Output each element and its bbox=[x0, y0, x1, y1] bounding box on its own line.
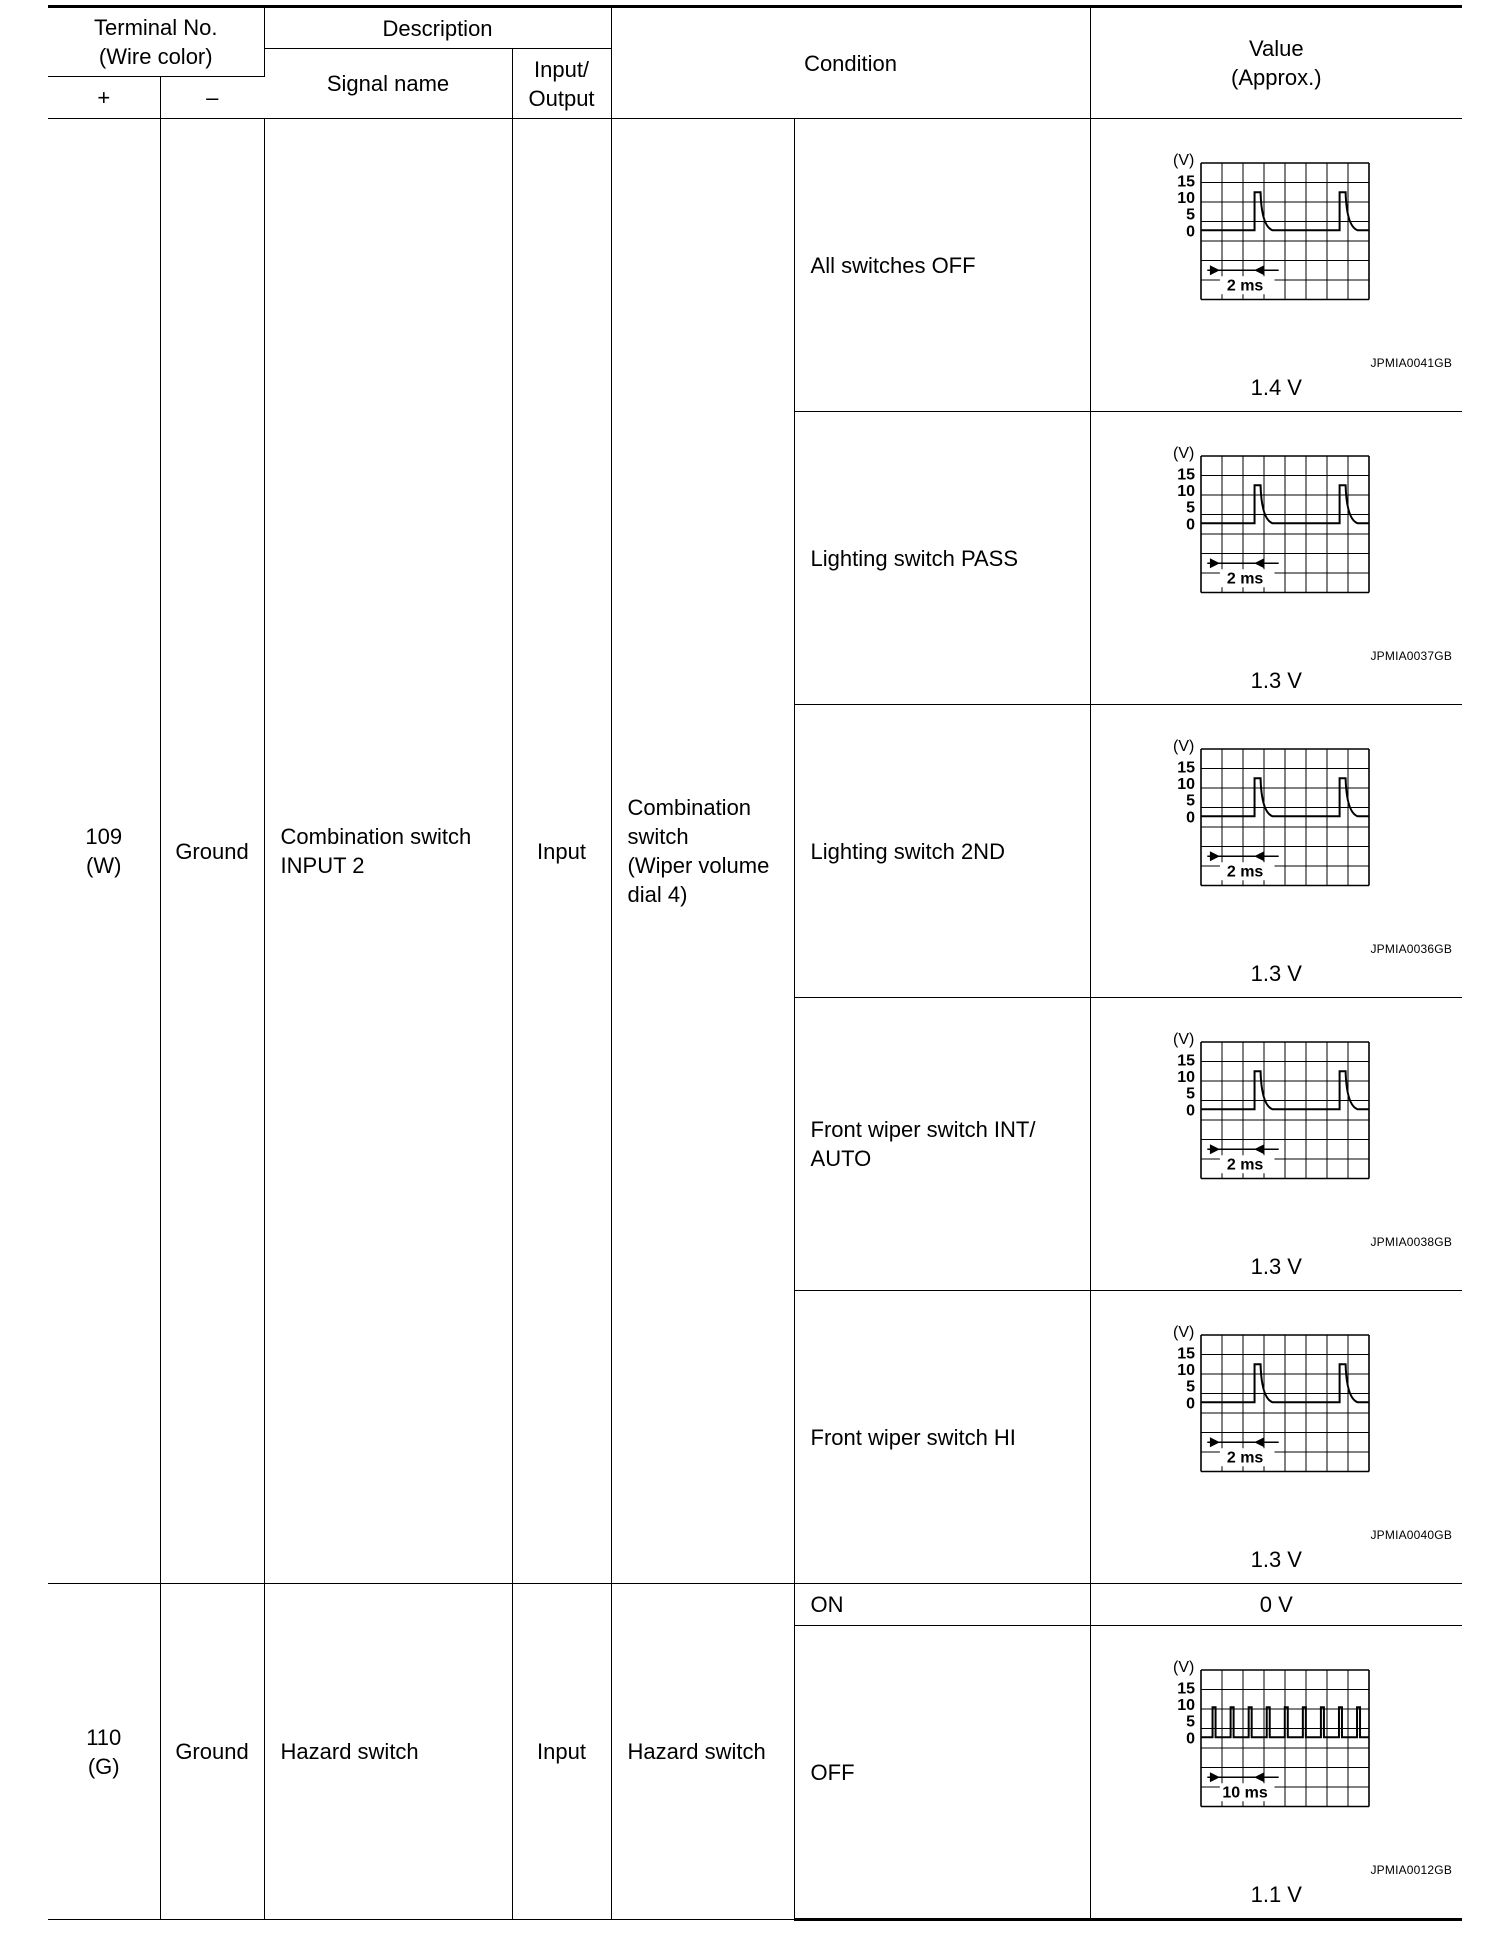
figure-code: JPMIA0037GB bbox=[1370, 649, 1453, 663]
terminal-plus: 110 (G) bbox=[48, 1584, 160, 1920]
y-tick-label: 15 bbox=[1176, 1680, 1195, 1698]
header-plus: + bbox=[48, 77, 160, 119]
waveform-chart bbox=[1121, 153, 1401, 353]
sub-condition: All switches OFF bbox=[794, 119, 1090, 412]
table-row bbox=[48, 119, 1462, 412]
header-description: Description bbox=[264, 7, 611, 49]
waveform-figure bbox=[1091, 1626, 1463, 1918]
sub-condition: OFF bbox=[794, 1626, 1090, 1920]
time-scale-arrow bbox=[1254, 1144, 1264, 1154]
waveform-chart bbox=[1121, 739, 1401, 939]
waveform-trace bbox=[1201, 1707, 1369, 1737]
time-scale-arrow bbox=[1209, 558, 1219, 568]
time-scale-arrow bbox=[1254, 265, 1264, 275]
time-scale-label: 2 ms bbox=[1226, 277, 1263, 295]
header-minus: – bbox=[160, 77, 264, 119]
y-tick-label: 5 bbox=[1185, 499, 1195, 517]
y-tick-label: 10 bbox=[1176, 776, 1195, 794]
y-tick-label: 0 bbox=[1185, 1102, 1195, 1120]
terminal-plus: 109 (W) bbox=[48, 119, 160, 1584]
value-cell: 0 V bbox=[1090, 1584, 1462, 1626]
sub-condition: Front wiper switch INT/ AUTO bbox=[794, 998, 1090, 1291]
y-tick-label: 10 bbox=[1176, 1697, 1195, 1715]
figure-code: JPMIA0040GB bbox=[1370, 1528, 1453, 1542]
time-scale-arrow bbox=[1209, 851, 1219, 861]
figure-code: JPMIA0036GB bbox=[1370, 942, 1453, 956]
condition-main: Combination switch (Wiper volume dial 4) bbox=[611, 119, 794, 1584]
table-row bbox=[48, 1584, 1462, 1626]
figure-code: JPMIA0012GB bbox=[1370, 1863, 1453, 1877]
y-tick-label: 0 bbox=[1185, 1395, 1195, 1413]
y-tick-label: 15 bbox=[1176, 1345, 1195, 1363]
time-scale-arrow bbox=[1209, 1772, 1219, 1782]
terminal-table bbox=[48, 5, 1462, 1921]
terminal-minus: Ground bbox=[160, 1584, 264, 1920]
time-scale-arrow bbox=[1254, 558, 1264, 568]
y-tick-label: 15 bbox=[1176, 759, 1195, 777]
sub-condition: Lighting switch 2ND bbox=[794, 705, 1090, 998]
time-scale-label: 10 ms bbox=[1221, 1784, 1268, 1802]
signal-name: Combination switch INPUT 2 bbox=[264, 119, 512, 1584]
time-scale-arrow bbox=[1209, 1437, 1219, 1447]
figure-code: JPMIA0041GB bbox=[1370, 356, 1453, 370]
time-scale-arrow bbox=[1254, 1437, 1264, 1447]
time-scale-arrow bbox=[1254, 1772, 1264, 1782]
y-tick-label: 0 bbox=[1185, 516, 1195, 534]
y-tick-label: 5 bbox=[1185, 1378, 1195, 1396]
y-tick-label: 0 bbox=[1185, 1730, 1195, 1748]
time-scale-label: 2 ms bbox=[1226, 1156, 1263, 1174]
y-unit-label: (V) bbox=[1172, 1032, 1194, 1048]
waveform-chart bbox=[1121, 446, 1401, 646]
value-text: 1.3 V bbox=[1250, 668, 1302, 693]
y-tick-label: 10 bbox=[1176, 1069, 1195, 1087]
value-text: 1.3 V bbox=[1250, 1547, 1302, 1572]
time-scale-label: 2 ms bbox=[1226, 1449, 1263, 1467]
header-signal-name: Signal name bbox=[264, 49, 512, 119]
value-text: 1.1 V bbox=[1250, 1882, 1302, 1907]
y-tick-label: 10 bbox=[1176, 483, 1195, 501]
y-tick-label: 0 bbox=[1185, 223, 1195, 241]
terminal-minus: Ground bbox=[160, 119, 264, 1584]
value-text: 1.3 V bbox=[1250, 1254, 1302, 1279]
y-unit-label: (V) bbox=[1172, 1325, 1194, 1341]
sub-condition: Front wiper switch HI bbox=[794, 1291, 1090, 1584]
y-unit-label: (V) bbox=[1172, 446, 1194, 462]
value-cell bbox=[1090, 998, 1462, 1291]
y-tick-label: 15 bbox=[1176, 1052, 1195, 1070]
waveform-chart bbox=[1121, 1032, 1401, 1232]
y-tick-label: 15 bbox=[1176, 173, 1195, 191]
time-scale-label: 2 ms bbox=[1226, 570, 1263, 588]
value-cell bbox=[1090, 1626, 1462, 1920]
value-cell bbox=[1090, 412, 1462, 705]
y-unit-label: (V) bbox=[1172, 153, 1194, 169]
waveform-figure bbox=[1091, 705, 1463, 997]
header-terminal-no: Terminal No. (Wire color) bbox=[48, 7, 264, 77]
waveform-figure bbox=[1091, 119, 1463, 411]
time-scale-arrow bbox=[1209, 1144, 1219, 1154]
y-tick-label: 10 bbox=[1176, 190, 1195, 208]
header-value: Value (Approx.) bbox=[1090, 7, 1462, 119]
waveform-figure bbox=[1091, 1291, 1463, 1583]
condition-main: Hazard switch bbox=[611, 1584, 794, 1920]
time-scale-arrow bbox=[1254, 851, 1264, 861]
time-scale-arrow bbox=[1209, 265, 1219, 275]
sub-condition: ON bbox=[794, 1584, 1090, 1626]
header-condition: Condition bbox=[611, 7, 1090, 119]
y-tick-label: 0 bbox=[1185, 809, 1195, 827]
y-tick-label: 5 bbox=[1185, 1713, 1195, 1731]
value-cell bbox=[1090, 119, 1462, 412]
y-tick-label: 10 bbox=[1176, 1362, 1195, 1380]
value-cell bbox=[1090, 1291, 1462, 1584]
waveform-chart bbox=[1121, 1660, 1401, 1860]
y-tick-label: 5 bbox=[1185, 1085, 1195, 1103]
waveform-figure bbox=[1091, 998, 1463, 1290]
value-text: 1.3 V bbox=[1250, 961, 1302, 986]
input-output: Input bbox=[512, 1584, 611, 1920]
y-tick-label: 5 bbox=[1185, 206, 1195, 224]
value-text: 1.4 V bbox=[1250, 375, 1302, 400]
figure-code: JPMIA0038GB bbox=[1370, 1235, 1453, 1249]
y-tick-label: 5 bbox=[1185, 792, 1195, 810]
input-output: Input bbox=[512, 119, 611, 1584]
y-unit-label: (V) bbox=[1172, 739, 1194, 755]
waveform-figure bbox=[1091, 412, 1463, 704]
time-scale-label: 2 ms bbox=[1226, 863, 1263, 881]
signal-name: Hazard switch bbox=[264, 1584, 512, 1920]
y-tick-label: 15 bbox=[1176, 466, 1195, 484]
value-cell bbox=[1090, 705, 1462, 998]
sub-condition: Lighting switch PASS bbox=[794, 412, 1090, 705]
waveform-chart bbox=[1121, 1325, 1401, 1525]
header-input-output: Input/ Output bbox=[512, 49, 611, 119]
y-unit-label: (V) bbox=[1172, 1660, 1194, 1676]
